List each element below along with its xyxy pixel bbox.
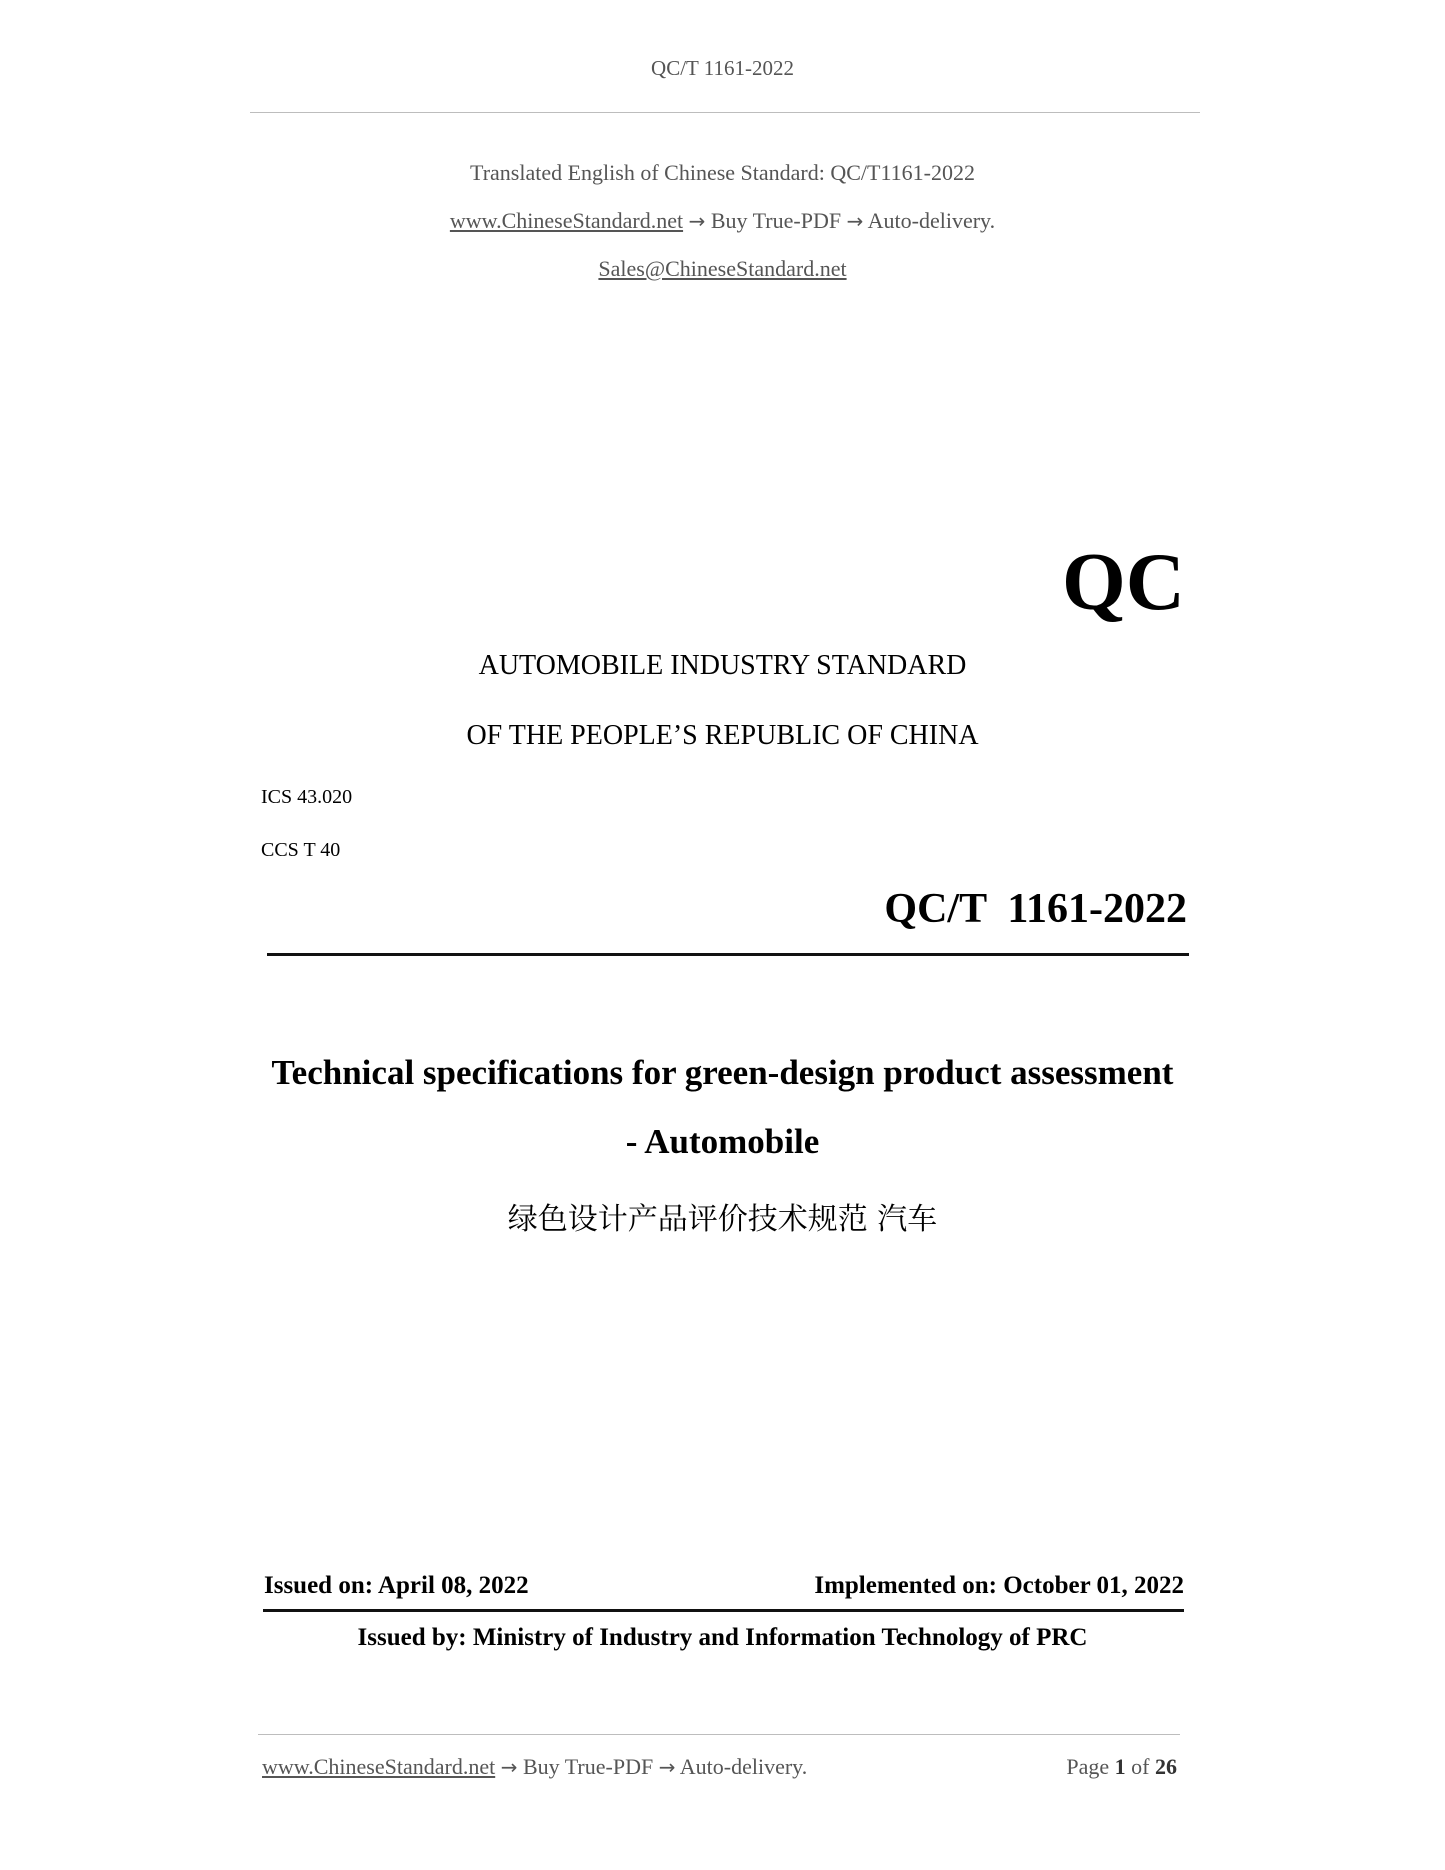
title-chinese: 绿色设计产品评价技术规范 汽车 (507, 1202, 938, 1237)
ccs-code: CCS T 40 (261, 839, 341, 861)
email-line (0, 256, 1445, 282)
delivery-text: Auto-delivery. (867, 208, 996, 233)
standard-heading-line2: OF THE PEOPLE’S REPUBLIC OF CHINA (466, 720, 979, 751)
standard-logo: QC (1062, 536, 1185, 627)
standard-number-divider (267, 953, 1189, 956)
footer-purchase-line (262, 1754, 807, 1780)
implemented-date: Implemented on: October 01, 2022 (814, 1572, 1184, 1599)
issuer: Issued by: Ministry of Industry and Information Technology of PRC (357, 1624, 1088, 1651)
title-english-line2: - Automobile (625, 1122, 820, 1161)
purchase-line (0, 208, 1445, 234)
footer-divider (258, 1734, 1180, 1735)
right-arrow-icon: → (658, 1755, 676, 1779)
running-header: QC/T 1161-2022 (651, 56, 794, 80)
page-indicator (1066, 1754, 1177, 1780)
site-link[interactable]: www.ChineseStandard.net (449, 208, 684, 233)
header-divider (250, 112, 1200, 113)
page-total: 26 (1155, 1754, 1177, 1779)
translation-notice-line: Translated English of Chinese Standard: QC/T1161-2022 (470, 160, 975, 185)
issued-date: Issued on: April 08, 2022 (264, 1572, 529, 1599)
buy-text: Buy True-PDF (710, 208, 842, 233)
footer-buy-text: Buy True-PDF (522, 1754, 654, 1779)
page-label: Page (1066, 1754, 1110, 1779)
footer-site-link[interactable]: www.ChineseStandard.net (262, 1754, 496, 1779)
right-arrow-icon: → (500, 1755, 518, 1779)
right-arrow-icon: → (846, 209, 864, 233)
email-link[interactable]: Sales@ChineseStandard.net (598, 256, 847, 281)
right-arrow-icon: → (688, 209, 706, 233)
page-of: of (1131, 1754, 1150, 1779)
footer-delivery-text: Auto-delivery. (679, 1754, 808, 1779)
standard-heading-line1: AUTOMOBILE INDUSTRY STANDARD (478, 650, 967, 681)
title-english-line1: Technical specifications for green-design product assessment (271, 1053, 1174, 1092)
standard-number: QC/T 1161-2022 (884, 886, 1187, 932)
dates-divider (263, 1609, 1184, 1612)
page-current: 1 (1114, 1754, 1126, 1779)
ics-code: ICS 43.020 (261, 786, 353, 808)
